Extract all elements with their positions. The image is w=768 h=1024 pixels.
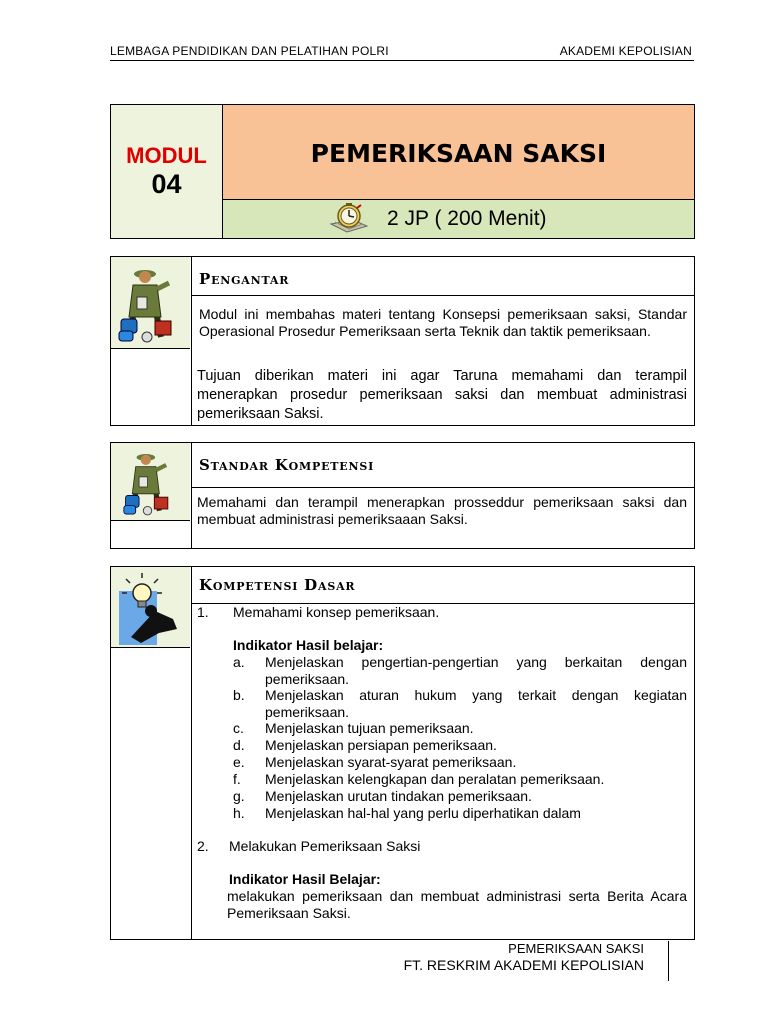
title-divider [191,487,694,488]
indicator-letter: a. [233,654,245,670]
dasar-title: Kompetensi Dasar [199,576,356,594]
icon-cell [111,567,190,648]
traveler-icon [111,257,190,348]
module-duration: 2 JP ( 200 Menit) [387,207,547,230]
indicator-text: Menjelaskan syarat-syarat pemeriksaan. [265,754,517,770]
item-1-number: 1. [197,604,209,620]
indicator-letter: f. [233,771,241,787]
section-kompetensi-dasar [110,566,695,940]
indicator-letter: h. [233,805,245,821]
indicator-letter: d. [233,737,245,753]
indicator-text: Menjelaskan pengertian-pengertian yang berkaitan dengan pemeriksaan. [265,654,687,687]
standar-text: Memahami dan terampil menerapkan prosseddur pemeriksaan saksi dan membuat administrasi pemeriksaaan Saksi. [197,494,687,527]
indicator-text: Menjelaskan persiapan pemeriksaan. [265,737,497,753]
module-title: PEMERIKSAAN SAKSI [310,139,607,168]
title-divider [191,295,694,296]
footer-title: PEMERIKSAAN SAKSI [508,941,644,956]
indicator-letter: g. [233,788,245,804]
indicator-text: Menjelaskan aturan hukum yang terkait dengan kegiatan pemeriksaan. [265,687,687,720]
indicator-text: Menjelaskan urutan tindakan pemeriksaan. [265,788,532,804]
lightbulb-idea-icon [111,567,190,647]
traveler-icon [111,443,190,520]
icon-cell [111,257,190,349]
footer-rule [668,941,669,981]
indicator-letter: b. [233,687,245,703]
indicator-1-label: Indikator Hasil belajar: [233,637,384,653]
indicator-letter: c. [233,720,244,736]
module-number: 04 [151,169,182,199]
indicator-text: Menjelaskan hal-hal yang perlu diperhatikan dalam [265,805,581,821]
pengantar-title: Pengantar [199,270,290,288]
pengantar-paragraph-1: Modul ini membahas materi tentang Konsepsi pemeriksaan saksi, Standar Operasional Prosedur Pemeriksaan serta Teknik dan taktik pemeriksaan. [199,306,687,339]
indicator-2-text: melakukan pemeriksaan dan membuat administrasi serta Berita Acara Pemeriksaan Saksi. [227,888,687,921]
module-label: MODUL [126,143,207,168]
indicator-text: Menjelaskan kelengkapan dan peralatan pemeriksaan. [265,771,605,787]
item-2-text: Melakukan Pemeriksaan Saksi [229,838,421,854]
clock-icon [327,202,369,236]
item-2-number: 2. [197,838,209,854]
section-pengantar [110,256,695,426]
item-1-text: Memahami konsep pemeriksaan. [233,604,440,620]
indicator-text: Menjelaskan tujuan pemeriksaan. [265,720,474,736]
indicator-2-label: Indikator Hasil Belajar: [229,871,381,887]
standar-title: Standar Kompetensi [199,456,375,474]
header-rule [110,60,694,61]
module-box [110,104,695,239]
indicator-list [233,654,687,824]
indicator-letter: e. [233,754,245,770]
section-standar-kompetensi [110,442,695,549]
header-right: AKADEMI KEPOLISIAN [559,44,692,58]
icon-cell [111,443,190,521]
footer-institution: FT. RESKRIM AKADEMI KEPOLISIAN [403,957,644,973]
pengantar-paragraph-2: Tujuan diberikan materi ini agar Taruna memahami dan terampil menerapkan prosedur pemeriksaan saksi dan membuat administrasi pemeriksaan Saksi. [197,368,687,422]
header-left: LEMBAGA PENDIDIKAN DAN PELATIHAN POLRI [110,44,389,58]
